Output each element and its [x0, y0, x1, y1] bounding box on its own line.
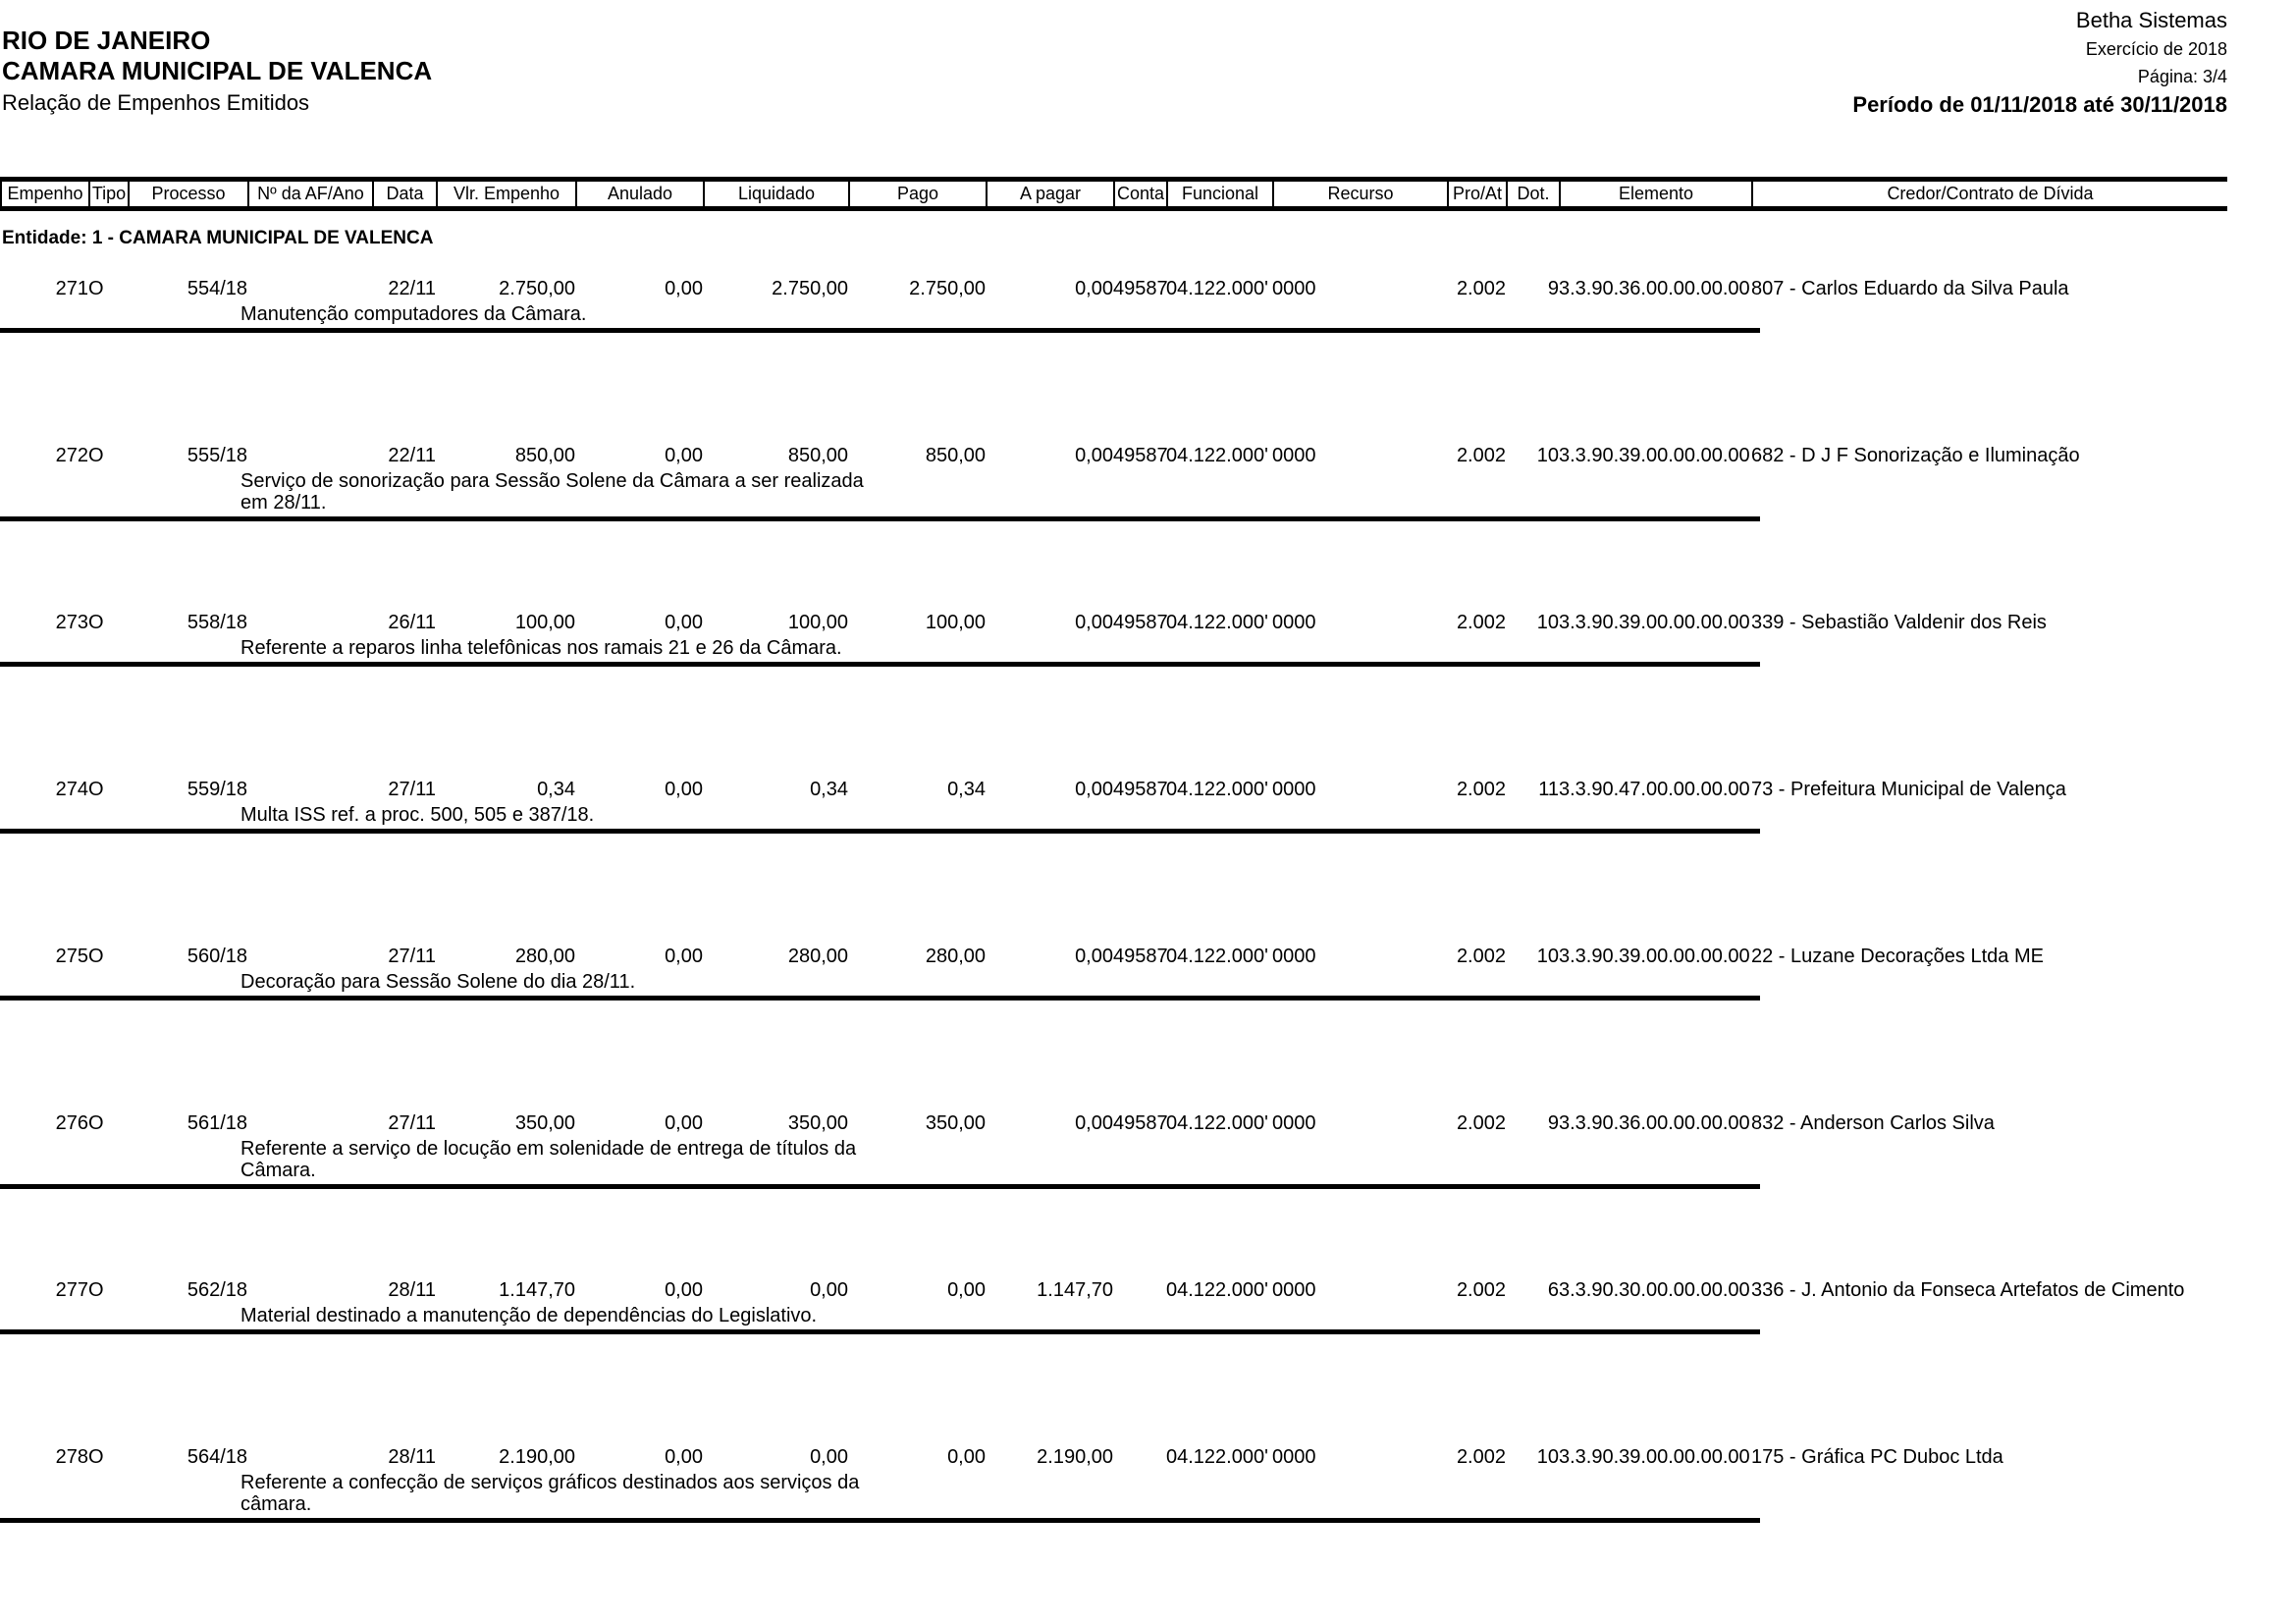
cell-a-pagar: 0,00 — [1075, 445, 1113, 466]
cell-conta: 49587 — [1113, 278, 1168, 299]
cell-data: 22/11 — [388, 445, 436, 466]
cell-dot: 10 — [1536, 612, 1559, 633]
empenho-entry — [0, 278, 2296, 445]
empenho-entry — [0, 779, 2296, 946]
cell-empenho: 271 — [55, 278, 88, 299]
cell-elemento: 3.3.90.39.00.00.00.00 — [1559, 445, 1750, 466]
cell-credor: 682 - D J F Sonorização e Iluminação — [1751, 445, 2080, 466]
cell-vlr-empenho: 1.147,70 — [499, 1279, 575, 1301]
cell-af-ano — [247, 1112, 372, 1134]
vendor-name: Betha Sistemas — [2075, 8, 2227, 32]
cell-anulado: 0,00 — [665, 1279, 703, 1301]
empenho-entry — [0, 1446, 2296, 1613]
col-header-af-ano: Nº da AF/Ano — [248, 180, 373, 209]
cell-tipo: O — [88, 612, 104, 633]
entry-description: Manutenção computadores da Câmara. — [240, 303, 587, 325]
report-header-left — [2, 26, 432, 118]
cell-conta: 49587 — [1113, 445, 1168, 466]
col-header-conta: Conta — [1114, 180, 1167, 209]
cell-recurso: 0000 — [1272, 1446, 1316, 1468]
cell-pago: 100,00 — [925, 612, 986, 633]
entry-divider — [0, 516, 1760, 521]
cell-funcional: 04.122.000' — [1166, 1446, 1268, 1468]
cell-recurso: 0000 — [1272, 1279, 1316, 1301]
cell-liquidado: 100,00 — [787, 612, 848, 633]
cell-elemento: 3.3.90.30.00.00.00.00 — [1559, 1279, 1750, 1301]
entity-name: CAMARA MUNICIPAL DE VALENCA — [2, 56, 433, 85]
cell-vlr-empenho: 2.750,00 — [499, 278, 575, 299]
entry-description: Referente a reparos linha telefônicas nos ramais 21 e 26 da Câmara. — [240, 637, 842, 659]
cell-processo: 555/18 — [187, 445, 247, 466]
period-label: Período de 01/11/2018 até 30/11/2018 — [1852, 92, 2227, 117]
cell-anulado: 0,00 — [665, 278, 703, 299]
cell-empenho: 277 — [55, 1279, 88, 1301]
entry-divider — [0, 328, 1760, 333]
cell-empenho: 274 — [55, 779, 88, 800]
entry-divider — [0, 1329, 1760, 1334]
entry-values-row — [0, 1279, 2226, 1301]
cell-data: 27/11 — [388, 946, 436, 967]
cell-funcional: 04.122.000' — [1166, 612, 1268, 633]
cell-dot: 6 — [1547, 1279, 1559, 1301]
cell-pago: 350,00 — [925, 1112, 986, 1134]
cell-af-ano — [247, 445, 372, 466]
column-header-row — [0, 177, 2227, 211]
cell-funcional: 04.122.000' — [1166, 779, 1268, 800]
cell-tipo: O — [88, 1279, 104, 1301]
cell-data: 28/11 — [388, 1279, 436, 1301]
cell-pago: 0,00 — [947, 1446, 986, 1468]
entry-divider — [0, 829, 1760, 834]
empenho-entry — [0, 445, 2296, 612]
cell-vlr-empenho: 2.190,00 — [499, 1446, 575, 1468]
entry-values-row — [0, 612, 2226, 633]
col-header-funcional: Funcional — [1167, 180, 1273, 209]
cell-empenho: 272 — [55, 445, 88, 466]
cell-processo: 562/18 — [187, 1279, 247, 1301]
cell-tipo: O — [88, 278, 104, 299]
cell-anulado: 0,00 — [665, 946, 703, 967]
cell-liquidado: 0,00 — [810, 1279, 848, 1301]
col-header-empenho: Empenho — [1, 180, 89, 209]
cell-recurso: 0000 — [1272, 946, 1316, 967]
cell-tipo: O — [88, 779, 104, 800]
cell-a-pagar: 0,00 — [1075, 779, 1113, 800]
cell-dot: 11 — [1538, 779, 1559, 800]
cell-anulado: 0,00 — [665, 1446, 703, 1468]
report-header-right — [1852, 6, 2227, 120]
cell-processo: 559/18 — [187, 779, 247, 800]
cell-data: 22/11 — [388, 278, 436, 299]
cell-vlr-empenho: 100,00 — [514, 612, 575, 633]
cell-liquidado: 850,00 — [787, 445, 848, 466]
col-header-pro-at: Pro/At — [1448, 180, 1507, 209]
col-header-dot: Dot. — [1507, 180, 1560, 209]
col-header-processo: Processo — [129, 180, 248, 209]
cell-credor: 832 - Anderson Carlos Silva — [1751, 1112, 1995, 1134]
cell-tipo: O — [88, 1446, 104, 1468]
state-name: RIO DE JANEIRO — [2, 26, 211, 55]
entry-divider — [0, 996, 1760, 1001]
cell-dot: 10 — [1536, 946, 1559, 967]
cell-liquidado: 280,00 — [787, 946, 848, 967]
cell-dot: 9 — [1547, 278, 1559, 299]
cell-pro-at: 2.002 — [1456, 445, 1506, 466]
cell-elemento: 3.3.90.36.00.00.00.00 — [1559, 278, 1750, 299]
cell-pago: 280,00 — [925, 946, 986, 967]
cell-a-pagar: 0,00 — [1075, 612, 1113, 633]
cell-recurso: 0000 — [1272, 612, 1316, 633]
empenho-entry — [0, 612, 2296, 779]
cell-anulado: 0,00 — [665, 612, 703, 633]
cell-elemento: 3.3.90.47.00.00.00.00 — [1559, 779, 1750, 800]
cell-elemento: 3.3.90.39.00.00.00.00 — [1559, 1446, 1750, 1468]
cell-funcional: 04.122.000' — [1166, 278, 1268, 299]
empenho-entry — [0, 946, 2296, 1112]
cell-empenho: 278 — [55, 1446, 88, 1468]
entidade-group-label: Entidade: 1 - CAMARA MUNICIPAL DE VALENCA — [2, 228, 434, 248]
cell-recurso: 0000 — [1272, 1112, 1316, 1134]
cell-vlr-empenho: 280,00 — [514, 946, 575, 967]
entries — [0, 278, 2296, 1613]
cell-credor: 339 - Sebastião Valdenir dos Reis — [1751, 612, 2047, 633]
cell-credor: 73 - Prefeitura Municipal de Valença — [1751, 779, 2066, 800]
col-header-vlr: Vlr. Empenho — [437, 180, 576, 209]
cell-processo: 560/18 — [187, 946, 247, 967]
cell-credor: 336 - J. Antonio da Fonseca Artefatos de Cimento — [1751, 1279, 2185, 1301]
cell-tipo: O — [88, 445, 104, 466]
cell-af-ano — [247, 1279, 372, 1301]
cell-af-ano — [247, 278, 372, 299]
entry-values-row — [0, 946, 2226, 967]
cell-af-ano — [247, 612, 372, 633]
cell-pro-at: 2.002 — [1456, 1446, 1506, 1468]
cell-conta: 49587 — [1113, 779, 1168, 800]
entry-divider — [0, 1518, 1760, 1523]
entry-values-row — [0, 278, 2226, 299]
cell-credor: 807 - Carlos Eduardo da Silva Paula — [1751, 278, 2069, 299]
cell-af-ano — [247, 946, 372, 967]
cell-data: 28/11 — [388, 1446, 436, 1468]
cell-funcional: 04.122.000' — [1166, 1112, 1268, 1134]
cell-conta — [1113, 1279, 1166, 1301]
report-title: Relação de Empenhos Emitidos — [2, 90, 310, 115]
cell-tipo: O — [88, 1112, 104, 1134]
cell-processo: 561/18 — [187, 1112, 247, 1134]
cell-data: 27/11 — [388, 779, 436, 800]
cell-empenho: 275 — [55, 946, 88, 967]
cell-a-pagar: 0,00 — [1075, 1112, 1113, 1134]
col-header-data: Data — [373, 180, 437, 209]
cell-data: 26/11 — [388, 612, 436, 633]
empenho-entry — [0, 1112, 2296, 1279]
cell-funcional: 04.122.000' — [1166, 946, 1268, 967]
cell-pro-at: 2.002 — [1456, 1112, 1506, 1134]
entry-values-row — [0, 779, 2226, 800]
cell-processo: 564/18 — [187, 1446, 247, 1468]
entry-description: Referente a confecção de serviços gráficos destinados aos serviços da câmara. — [240, 1472, 860, 1515]
cell-conta — [1113, 1446, 1166, 1468]
entry-description: Material destinado a manutenção de dependências do Legislativo. — [240, 1305, 818, 1326]
cell-af-ano — [247, 779, 372, 800]
cell-recurso: 0000 — [1272, 779, 1316, 800]
cell-pago: 2.750,00 — [909, 278, 986, 299]
empenho-entry — [0, 1279, 2296, 1446]
entry-description: Referente a serviço de locução em solenidade de entrega de títulos da Câmara. — [240, 1138, 857, 1181]
cell-credor: 22 - Luzane Decorações Ltda ME — [1751, 946, 2044, 967]
exercise-label: Exercício de 2018 — [2085, 39, 2227, 59]
cell-empenho: 276 — [55, 1112, 88, 1134]
cell-processo: 558/18 — [187, 612, 247, 633]
cell-a-pagar: 0,00 — [1075, 278, 1113, 299]
entry-description: Serviço de sonorização para Sessão Solene da Câmara a ser realizada em 28/11. — [240, 470, 864, 514]
col-header-pago: Pago — [849, 180, 987, 209]
col-header-a-pagar: A pagar — [987, 180, 1114, 209]
page-number: Página: 3/4 — [2137, 67, 2227, 86]
entry-values-row — [0, 445, 2226, 466]
cell-elemento: 3.3.90.39.00.00.00.00 — [1559, 946, 1750, 967]
cell-anulado: 0,00 — [665, 779, 703, 800]
cell-anulado: 0,00 — [665, 445, 703, 466]
col-header-elemento: Elemento — [1560, 180, 1752, 209]
cell-conta: 49587 — [1113, 946, 1168, 967]
cell-pago: 850,00 — [925, 445, 986, 466]
entry-values-row — [0, 1446, 2226, 1468]
col-header-recurso: Recurso — [1273, 180, 1448, 209]
cell-liquidado: 350,00 — [787, 1112, 848, 1134]
entry-divider — [0, 662, 1760, 667]
cell-liquidado: 2.750,00 — [772, 278, 848, 299]
cell-pago: 0,00 — [947, 1279, 986, 1301]
cell-empenho: 273 — [55, 612, 88, 633]
cell-pro-at: 2.002 — [1456, 946, 1506, 967]
cell-pro-at: 2.002 — [1456, 1279, 1506, 1301]
col-header-anulado: Anulado — [576, 180, 704, 209]
cell-pro-at: 2.002 — [1456, 278, 1506, 299]
cell-funcional: 04.122.000' — [1166, 1279, 1268, 1301]
cell-credor: 175 - Gráfica PC Duboc Ltda — [1751, 1446, 2003, 1468]
cell-recurso: 0000 — [1272, 278, 1316, 299]
cell-liquidado: 0,00 — [810, 1446, 848, 1468]
cell-data: 27/11 — [388, 1112, 436, 1134]
col-header-credor: Credor/Contrato de Dívida — [1752, 180, 2227, 209]
cell-conta: 49587 — [1113, 612, 1168, 633]
cell-funcional: 04.122.000' — [1166, 445, 1268, 466]
cell-tipo: O — [88, 946, 104, 967]
cell-dot: 9 — [1547, 1112, 1559, 1134]
cell-elemento: 3.3.90.36.00.00.00.00 — [1559, 1112, 1750, 1134]
report-header — [0, 0, 2296, 177]
cell-elemento: 3.3.90.39.00.00.00.00 — [1559, 612, 1750, 633]
entry-divider — [0, 1184, 1760, 1189]
entry-description: Decoração para Sessão Solene do dia 28/11. — [240, 971, 636, 993]
col-header-tipo: Tipo — [89, 180, 129, 209]
cell-dot: 10 — [1536, 1446, 1559, 1468]
cell-recurso: 0000 — [1272, 445, 1316, 466]
cell-liquidado: 0,34 — [810, 779, 848, 800]
cell-pro-at: 2.002 — [1456, 779, 1506, 800]
entry-values-row — [0, 1112, 2226, 1134]
cell-conta: 49587 — [1113, 1112, 1168, 1134]
col-header-liquidado: Liquidado — [704, 180, 849, 209]
cell-pago: 0,34 — [947, 779, 986, 800]
cell-a-pagar: 2.190,00 — [1037, 1446, 1113, 1468]
cell-pro-at: 2.002 — [1456, 612, 1506, 633]
cell-vlr-empenho: 850,00 — [514, 445, 575, 466]
cell-vlr-empenho: 350,00 — [514, 1112, 575, 1134]
cell-a-pagar: 1.147,70 — [1037, 1279, 1113, 1301]
cell-af-ano — [247, 1446, 372, 1468]
cell-vlr-empenho: 0,34 — [537, 779, 575, 800]
cell-anulado: 0,00 — [665, 1112, 703, 1134]
entry-description: Multa ISS ref. a proc. 500, 505 e 387/18. — [240, 804, 595, 826]
cell-a-pagar: 0,00 — [1075, 946, 1113, 967]
cell-dot: 10 — [1536, 445, 1559, 466]
cell-processo: 554/18 — [187, 278, 247, 299]
